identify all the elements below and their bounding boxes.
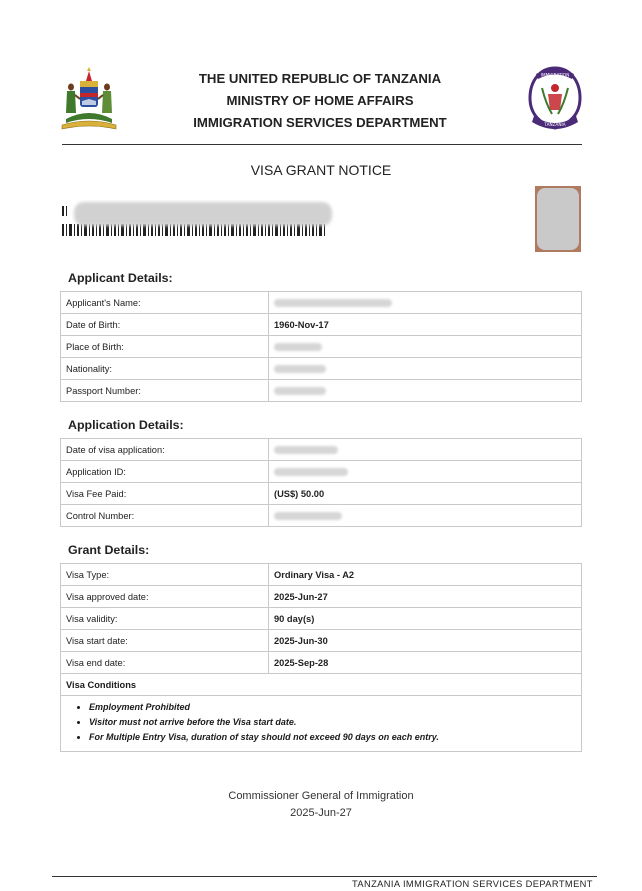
row-label: Visa validity:	[61, 608, 269, 630]
row-label: Visa start date:	[61, 630, 269, 652]
table-row	[61, 336, 582, 358]
ministry-name: MINISTRY OF HOME AFFAIRS	[226, 93, 414, 108]
country-name: THE UNITED REPUBLIC OF TANZANIA	[198, 71, 442, 86]
table-row	[61, 608, 582, 630]
row-value: 2025-Sep-28	[269, 652, 582, 674]
list-item: • Visitor must not arrive before the Visa start date.	[89, 715, 581, 730]
visa-conditions-cell	[61, 696, 582, 752]
row-label: Applicant's Name:	[61, 292, 269, 314]
redacted-value	[274, 468, 348, 476]
row-value: 1960-Nov-17	[269, 314, 582, 336]
row-value	[269, 461, 582, 483]
grant-details-heading: Grant Details:	[68, 543, 150, 557]
department-name: IMMIGRATION SERVICES DEPARTMENT	[193, 115, 447, 130]
redacted-value	[274, 387, 326, 395]
row-value	[269, 292, 582, 314]
table-row	[61, 439, 582, 461]
table-row	[61, 696, 582, 752]
redacted-value	[274, 512, 342, 520]
list-item: • Employment Prohibited	[89, 700, 581, 715]
row-value: 2025-Jun-30	[269, 630, 582, 652]
issue-date: 2025-Jun-27	[290, 807, 352, 819]
coat-of-arms-icon	[58, 63, 120, 133]
badge-text-bottom: TANZANIA	[544, 122, 566, 127]
row-value	[269, 439, 582, 461]
applicant-details-heading: Applicant Details:	[68, 271, 173, 285]
row-label: Visa approved date:	[61, 586, 269, 608]
table-row	[61, 314, 582, 336]
table-row	[61, 461, 582, 483]
row-label: Place of Birth:	[61, 336, 269, 358]
row-value	[269, 336, 582, 358]
row-label: Passport Number:	[61, 380, 269, 402]
table-row	[61, 505, 582, 527]
redacted-value	[274, 446, 338, 454]
grant-details-table	[60, 563, 582, 752]
table-row	[61, 586, 582, 608]
visa-conditions-heading: Visa Conditions	[61, 674, 582, 696]
row-value: 90 day(s)	[269, 608, 582, 630]
row-value: Ordinary Visa - A2	[269, 564, 582, 586]
table-row	[61, 652, 582, 674]
redacted-value	[274, 365, 326, 373]
row-value: (US$) 50.00	[269, 483, 582, 505]
row-value	[269, 505, 582, 527]
row-label: Visa end date:	[61, 652, 269, 674]
application-details-table	[60, 438, 582, 527]
footer-department: TANZANIA IMMIGRATION SERVICES DEPARTMENT	[352, 879, 593, 889]
table-row	[61, 564, 582, 586]
table-row	[61, 292, 582, 314]
visa-conditions-list	[61, 696, 581, 751]
row-label: Date of Birth:	[61, 314, 269, 336]
table-row	[61, 380, 582, 402]
list-item: • For Multiple Entry Visa, duration of stay should not exceed 90 days on each entry.	[89, 730, 581, 745]
redacted-value	[274, 343, 322, 351]
row-value	[269, 358, 582, 380]
applicant-photo	[535, 186, 581, 252]
table-row	[61, 674, 582, 696]
immigration-badge-icon	[526, 64, 584, 134]
row-label: Application ID:	[61, 461, 269, 483]
header-divider	[62, 144, 582, 145]
table-row	[61, 483, 582, 505]
row-label: Visa Type:	[61, 564, 269, 586]
row-label: Control Number:	[61, 505, 269, 527]
table-row	[61, 358, 582, 380]
applicant-details-table	[60, 291, 582, 402]
barcode	[60, 200, 335, 238]
row-label: Nationality:	[61, 358, 269, 380]
row-label: Visa Fee Paid:	[61, 483, 269, 505]
application-details-heading: Application Details:	[68, 418, 184, 432]
table-row	[61, 630, 582, 652]
row-value: 2025-Jun-27	[269, 586, 582, 608]
signatory: Commissioner General of Immigration	[228, 790, 414, 802]
notice-title: VISA GRANT NOTICE	[250, 162, 392, 178]
badge-text: IMMIGRATION	[540, 72, 570, 78]
row-label: Date of visa application:	[61, 439, 269, 461]
footer-divider	[52, 876, 597, 877]
row-value	[269, 380, 582, 402]
redacted-value	[274, 299, 392, 307]
